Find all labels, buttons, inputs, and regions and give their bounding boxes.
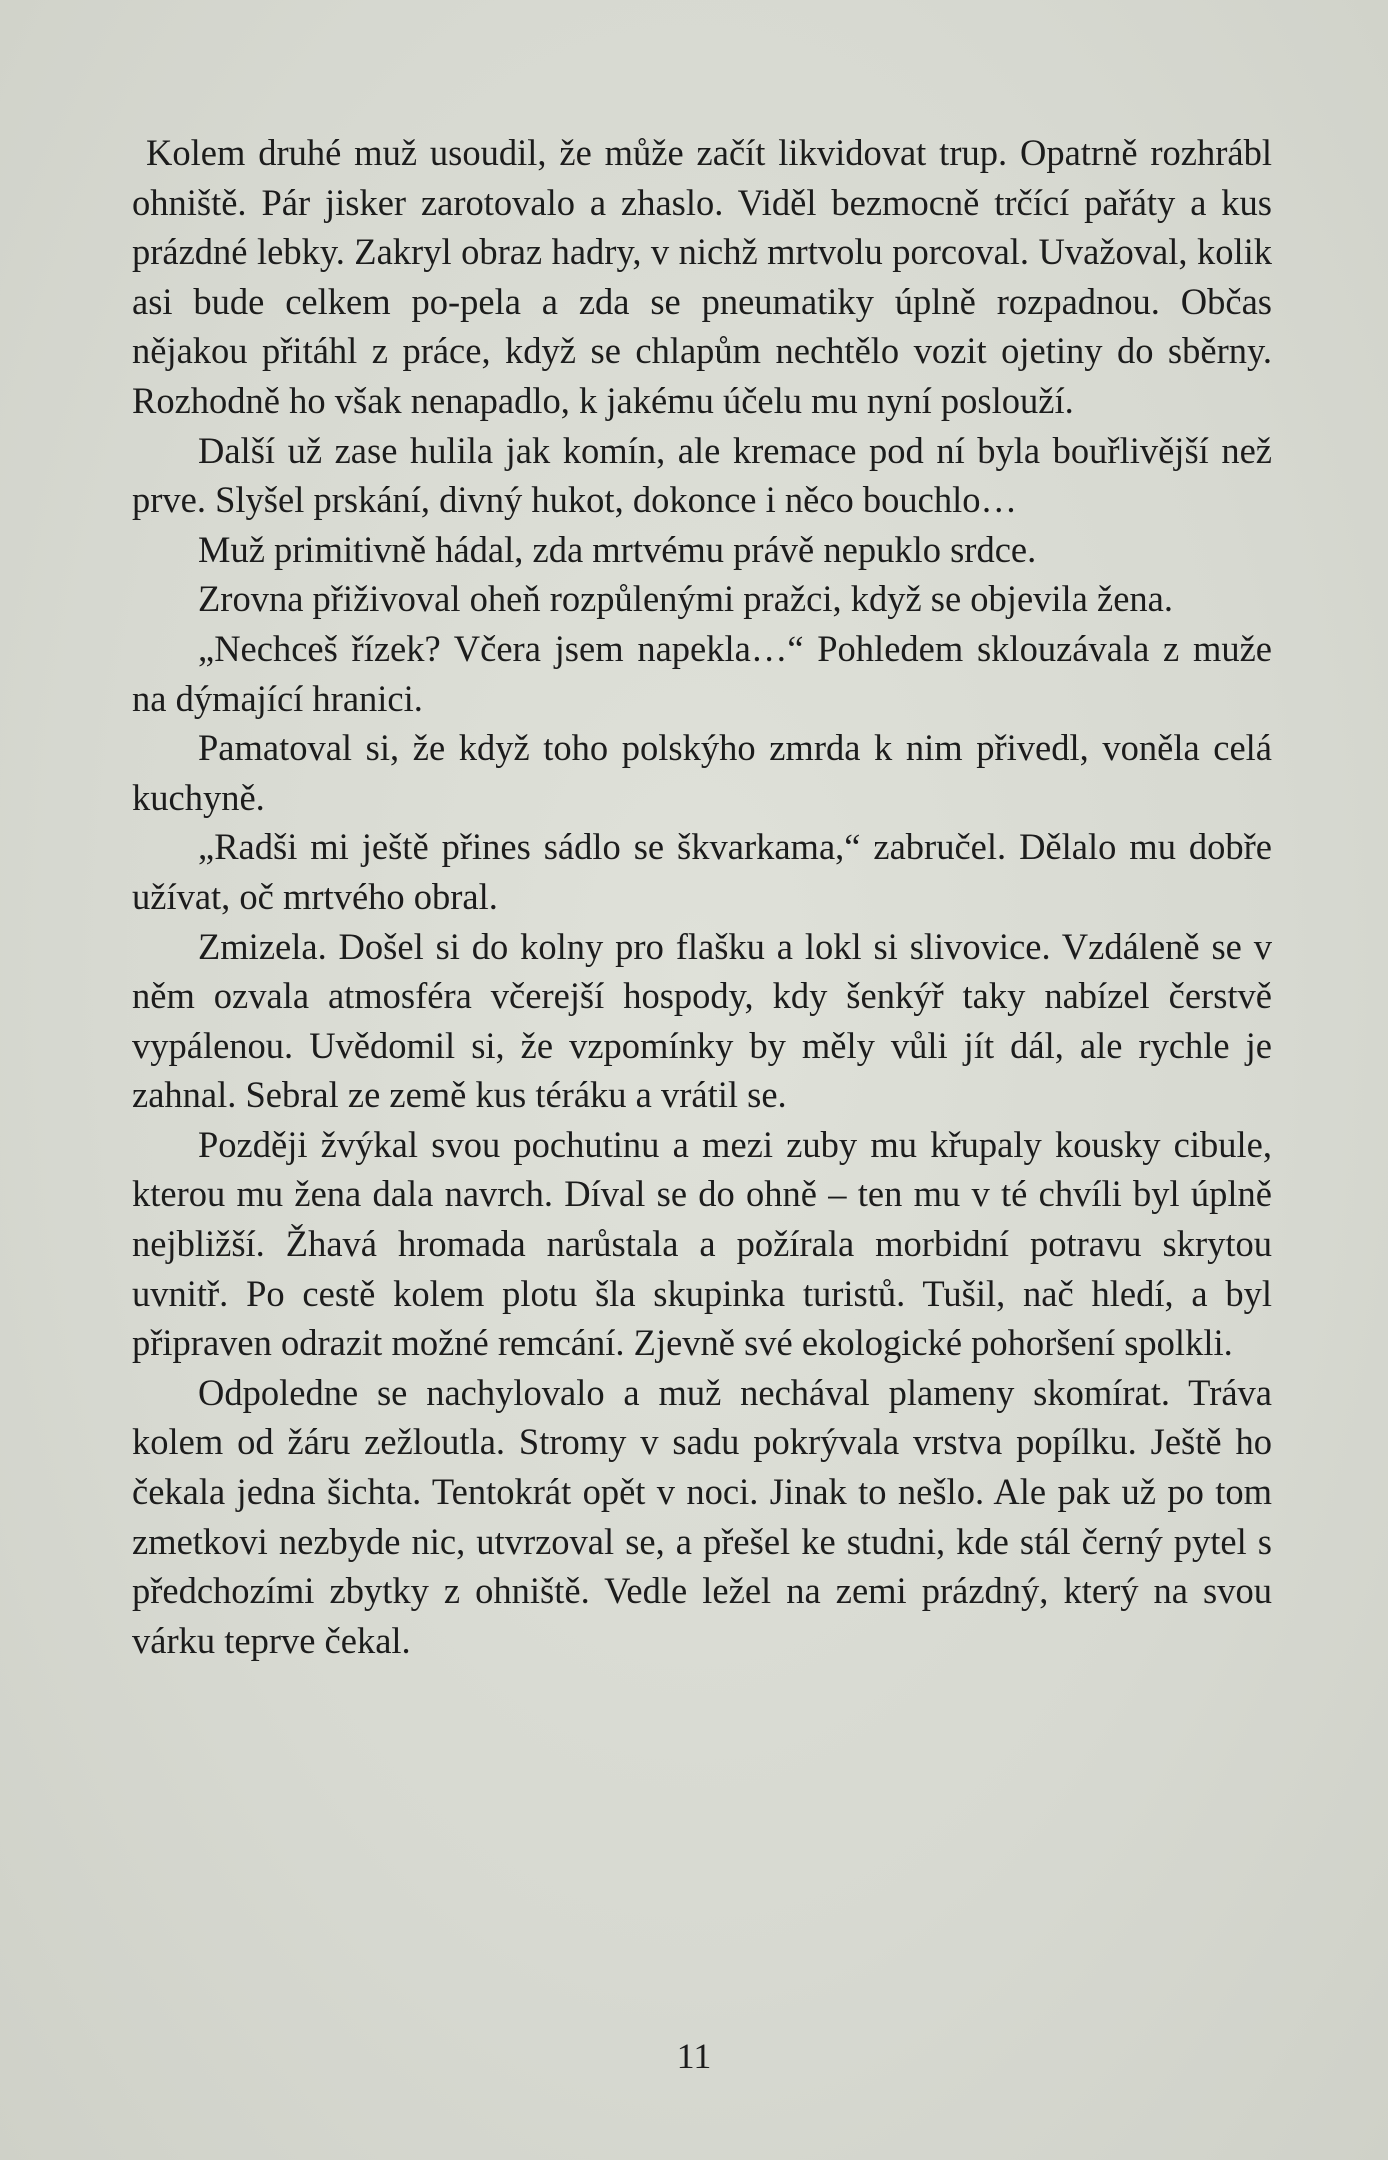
- paragraph-6: Pamatoval si, že když toho polskýho zmrda k nim přivedl, voněla celá kuchyně.: [132, 727, 1272, 818]
- paragraph-2: Další už zase hulila jak komín, ale kremace pod ní byla bouřlivější než prve. Slyšel prskání, divný hukot, dokonce i něco bouchlo…: [132, 429, 1272, 521]
- paragraph-5: „Nechceš řízek? Včera jsem napekla…“ Pohledem sklouzávala z muže na dýmající hranici.: [132, 627, 1272, 719]
- paragraph-3: Muž primitivně hádal, zda mrtvému právě nepuklo srdce.: [198, 528, 1037, 570]
- body-text: [132, 128, 1272, 1665]
- paragraph-1: Kolem druhé muž usoudil, že může začít likvidovat trup. Opatrně rozhrábl ohniště. Pár jisker zarotovalo a zhaslo. Viděl bezmocně trčící pařáty a kus prázdné lebky. Zakryl obraz hadry, v nichž mrtvolu porcoval. Uvažoval, kolik asi bude celkem po-pela a zda se pneumatiky úplně rozpadnou. Občas nějakou přitáhl z práce, když se chlapům nechtělo vozit ojetiny do sběrny. Rozhodně ho však nenapadlo, k jakému účelu mu nyní poslouží.: [132, 132, 1272, 421]
- paragraph-4: Zrovna přiživoval oheň rozpůlenými pražci, když se objevila žena.: [198, 578, 1173, 620]
- paragraph-7: „Radši mi ještě přines sádlo se škvarkama,“ zabručel. Dělalo mu dobře užívat, oč mrtvého obral.: [132, 826, 1272, 917]
- paragraph-9: Později žvýkal svou pochutinu a mezi zuby mu křupaly kousky cibule, kterou mu žena dala navrch. Díval se do ohně – ten mu v té chvíli byl úplně nejbližší. Žhavá hromada narůstala a požírala morbidní potravu skrytou uvnitř. Po cestě kolem plotu šla skupinka turistů. Tušil, nač hledí, a byl připraven odrazit možné remcání. Zjevně své ekologické pohoršení spolkli.: [132, 1123, 1272, 1364]
- paragraph-10: Odpoledne se nachylovalo a muž nechával plameny skomírat. Tráva kolem od žáru zežloutla. Stromy v sadu pokrývala vrstva popílku. Ještě ho čekala jedna šichta. Tentokrát opět v noci. Jinak to nešlo. Ale pak už po tom zmetkovi nezbyde nic, utvrzoval se, a přešel ke studni, kde stál černý pytel s předchozími zbytky z ohniště. Vedle ležel na zemi prázdný, který na svou várku teprve čekal.: [132, 1371, 1272, 1661]
- paragraph-8: Zmizela. Došel si do kolny pro flašku a lokl si slivovice. Vzdáleně se v něm ozvala atmosféra včerejší hospody, kdy šenkýř taky nabízel čerstvě vypálenou. Uvědomil si, že vzpomínky by měly vůli jít dál, ale rychle je zahnal. Sebral ze země kus téráku a vrátil se.: [132, 925, 1272, 1116]
- page-number: 11: [676, 2036, 712, 2076]
